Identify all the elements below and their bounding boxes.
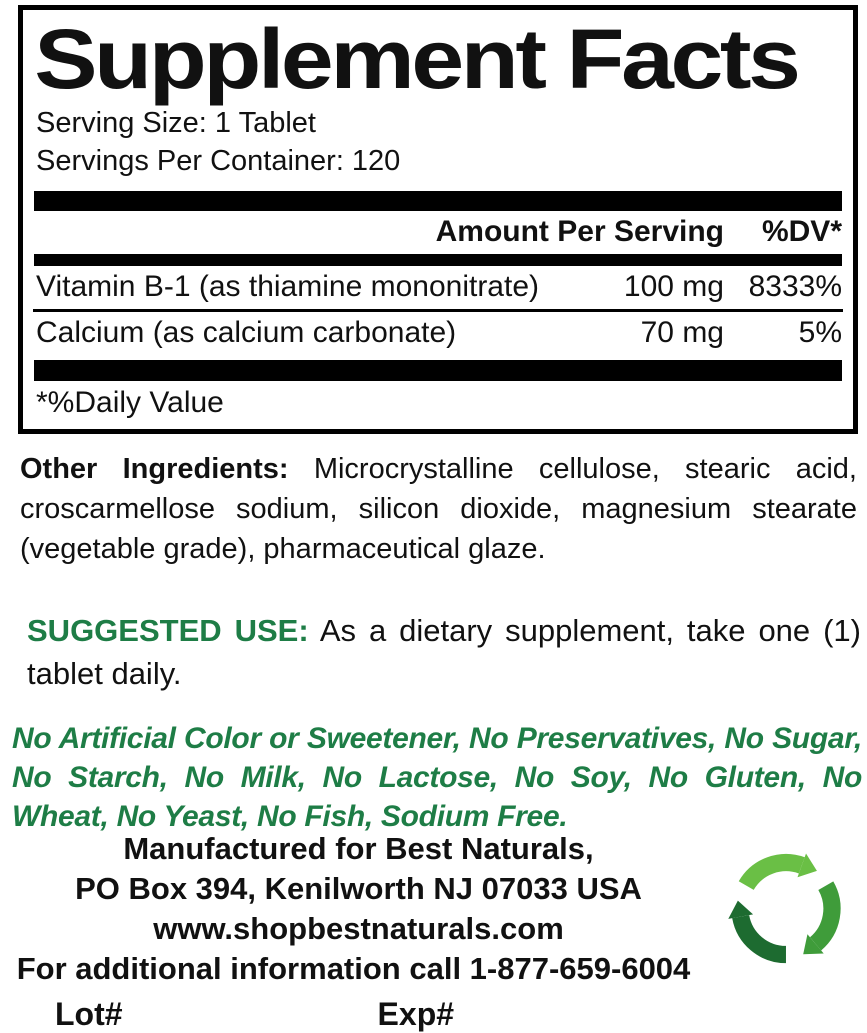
- amount-per-serving-header: Amount Per Serving: [435, 215, 724, 249]
- suggested-use-text: As a dietary supplement, take one (1) tablet daily.: [27, 613, 861, 692]
- table-row: [32, 312, 844, 355]
- table-row: [32, 266, 844, 309]
- recycle-icon: [717, 825, 867, 989]
- no-additives-claims: No Artificial Color or Sweetener, No Preservatives, No Sugar, No Starch, No Milk, No Lactose, No Soy, No Gluten, No Wheat, No Yeast, No Fish, Sodium Free.: [12, 722, 862, 834]
- divider-thick-bottom: [34, 360, 842, 381]
- divider-thick-top: [34, 191, 842, 211]
- suggested-use-paragraph: [27, 609, 861, 695]
- lot-number-label: Lot#: [55, 996, 123, 1032]
- nutrient-name: Calcium (as calcium carbonate): [36, 316, 457, 350]
- nutrient-name: Vitamin B-1 (as thiamine mononitrate): [36, 270, 539, 304]
- panel-title: Supplement Facts: [34, 12, 798, 106]
- nutrient-amount: 70 mg: [640, 316, 724, 350]
- exp-date-label: Exp#: [377, 996, 455, 1032]
- daily-value-footnote: *%Daily Value: [36, 386, 224, 420]
- nutrient-dv: 5%: [798, 316, 842, 350]
- other-ingredients-text: Microcrystalline cellulose, stearic acid, croscarmellose sodium, silicon dioxide, magnesium stearate (vegetable grade), pharmaceutical glaze.: [20, 453, 857, 566]
- other-ingredients-label: Other Ingredients:: [20, 453, 289, 486]
- nutrient-dv: 8333%: [748, 270, 842, 304]
- supplement-facts-panel: [18, 5, 858, 434]
- serving-size: Serving Size: 1 Tablet: [36, 107, 316, 140]
- manufacturer-address: PO Box 394, Kenilworth NJ 07033 USA: [75, 871, 642, 906]
- manufacturer-phone: For additional information call 1-877-659-6004: [16, 951, 691, 986]
- percent-dv-header: %DV*: [761, 215, 842, 249]
- other-ingredients-paragraph: [20, 449, 857, 569]
- lot-exp-row: [0, 995, 867, 1033]
- manufacturer-section: [0, 825, 867, 1033]
- manufacturer-website: www.shopbestnaturals.com: [153, 911, 564, 946]
- nutrient-amount: 100 mg: [623, 270, 724, 304]
- manufacturer-block: [0, 825, 717, 989]
- divider-medium: [34, 254, 842, 266]
- table-header-row: [32, 211, 844, 254]
- servings-per-container: Servings Per Container: 120: [36, 145, 401, 178]
- manufacturer-line: Manufactured for Best Naturals,: [123, 831, 594, 866]
- suggested-use-label: SUGGESTED USE:: [27, 613, 309, 649]
